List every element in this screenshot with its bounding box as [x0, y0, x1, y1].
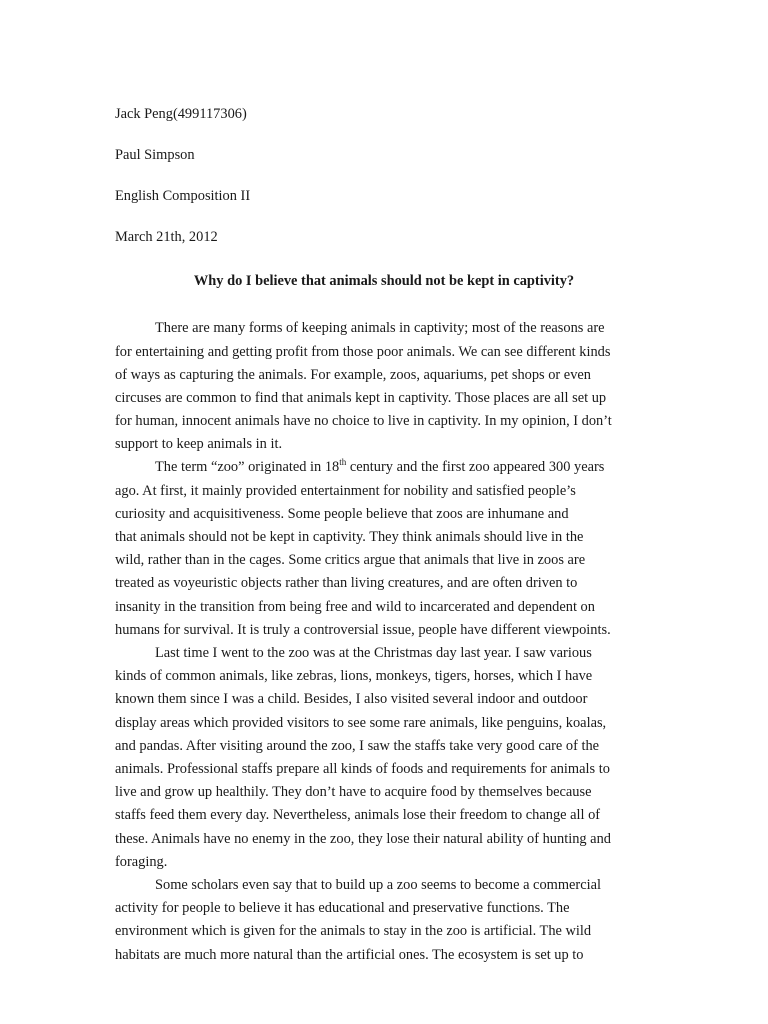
paragraph-2-line: curiosity and acquisitiveness. Some people believe that zoos are inhumane and — [115, 506, 569, 522]
paragraph-2-text: century and the first zoo appeared 300 years — [346, 459, 605, 475]
paragraph-3-line: known them since I was a child. Besides, I also visited several indoor and outdoor — [115, 691, 588, 707]
paragraph-3-line: and pandas. After visiting around the zoo, I saw the staffs take very good care of the — [115, 738, 600, 754]
paragraph-2-line: humans for survival. It is truly a controversial issue, people have different viewpoints. — [115, 622, 611, 638]
paragraph-4-line: activity for people to believe it has educational and preservative functions. The — [115, 900, 570, 916]
essay-title: Why do I believe that animals should not be kept in captivity? — [193, 273, 575, 289]
instructor-line: Paul Simpson — [115, 147, 195, 163]
author-line: Jack Peng(499117306) — [115, 106, 247, 122]
paragraph-2-line: treated as voyeuristic objects rather than living creatures, and are often driven to — [115, 575, 578, 591]
paragraph-3-line: staffs feed them every day. Nevertheless, animals lose their freedom to change all of — [115, 807, 601, 823]
paragraph-2-line: insanity in the transition from being free and wild to incarcerated and dependent on — [115, 599, 595, 615]
paragraph-3-line: kinds of common animals, like zebras, lions, monkeys, tigers, horses, which I have — [115, 668, 593, 684]
paragraph-4-line: habitats are much more natural than the artificial ones. The ecosystem is set up to — [115, 947, 584, 963]
paragraph-3-line: Last time I went to the zoo was at the Christmas day last year. I saw various — [155, 645, 592, 661]
paragraph-1-line: of ways as capturing the animals. For example, zoos, aquariums, pet shops or even — [115, 367, 591, 383]
paragraph-1-line: There are many forms of keeping animals in captivity; most of the reasons are — [155, 320, 605, 336]
paragraph-2-text: The term “zoo” originated in 18 — [155, 459, 340, 475]
paragraph-3-line: animals. Professional staffs prepare all kinds of foods and requirements for animals to — [115, 761, 610, 777]
paragraph-1-line: support to keep animals in it. — [115, 436, 283, 452]
paragraph-2-first-line — [155, 458, 604, 476]
paragraph-1-line: circuses are common to find that animals kept in captivity. Those places are all set up — [115, 390, 607, 406]
superscript-th: th — [339, 457, 347, 467]
paragraph-3-line: these. Animals have no enemy in the zoo, they lose their natural ability of hunting and — [115, 831, 611, 847]
paragraph-2-line: wild, rather than in the cages. Some critics argue that animals that live in zoos are — [115, 552, 586, 568]
paragraph-4-line: environment which is given for the animals to stay in the zoo is artificial. The wild — [115, 923, 592, 939]
paragraph-3-line: display areas which provided visitors to see some rare animals, like penguins, koalas, — [115, 715, 607, 731]
paragraph-3-line: foraging. — [115, 854, 168, 870]
paragraph-1-line: for human, innocent animals have no choice to live in captivity. In my opinion, I don’t — [115, 413, 612, 429]
paragraph-3-line: live and grow up healthily. They don’t have to acquire food by themselves because — [115, 784, 592, 800]
paragraph-2-line: ago. At first, it mainly provided entertainment for nobility and satisfied people’s — [115, 483, 576, 499]
paragraph-1-line: for entertaining and getting profit from those poor animals. We can see different kinds — [115, 344, 611, 360]
paragraph-2-line: that animals should not be kept in captivity. They think animals should live in the — [115, 529, 584, 545]
date-line: March 21th, 2012 — [115, 229, 218, 245]
course-line: English Composition II — [115, 188, 251, 204]
paragraph-4-line: Some scholars even say that to build up a zoo seems to become a commercial — [155, 877, 601, 893]
